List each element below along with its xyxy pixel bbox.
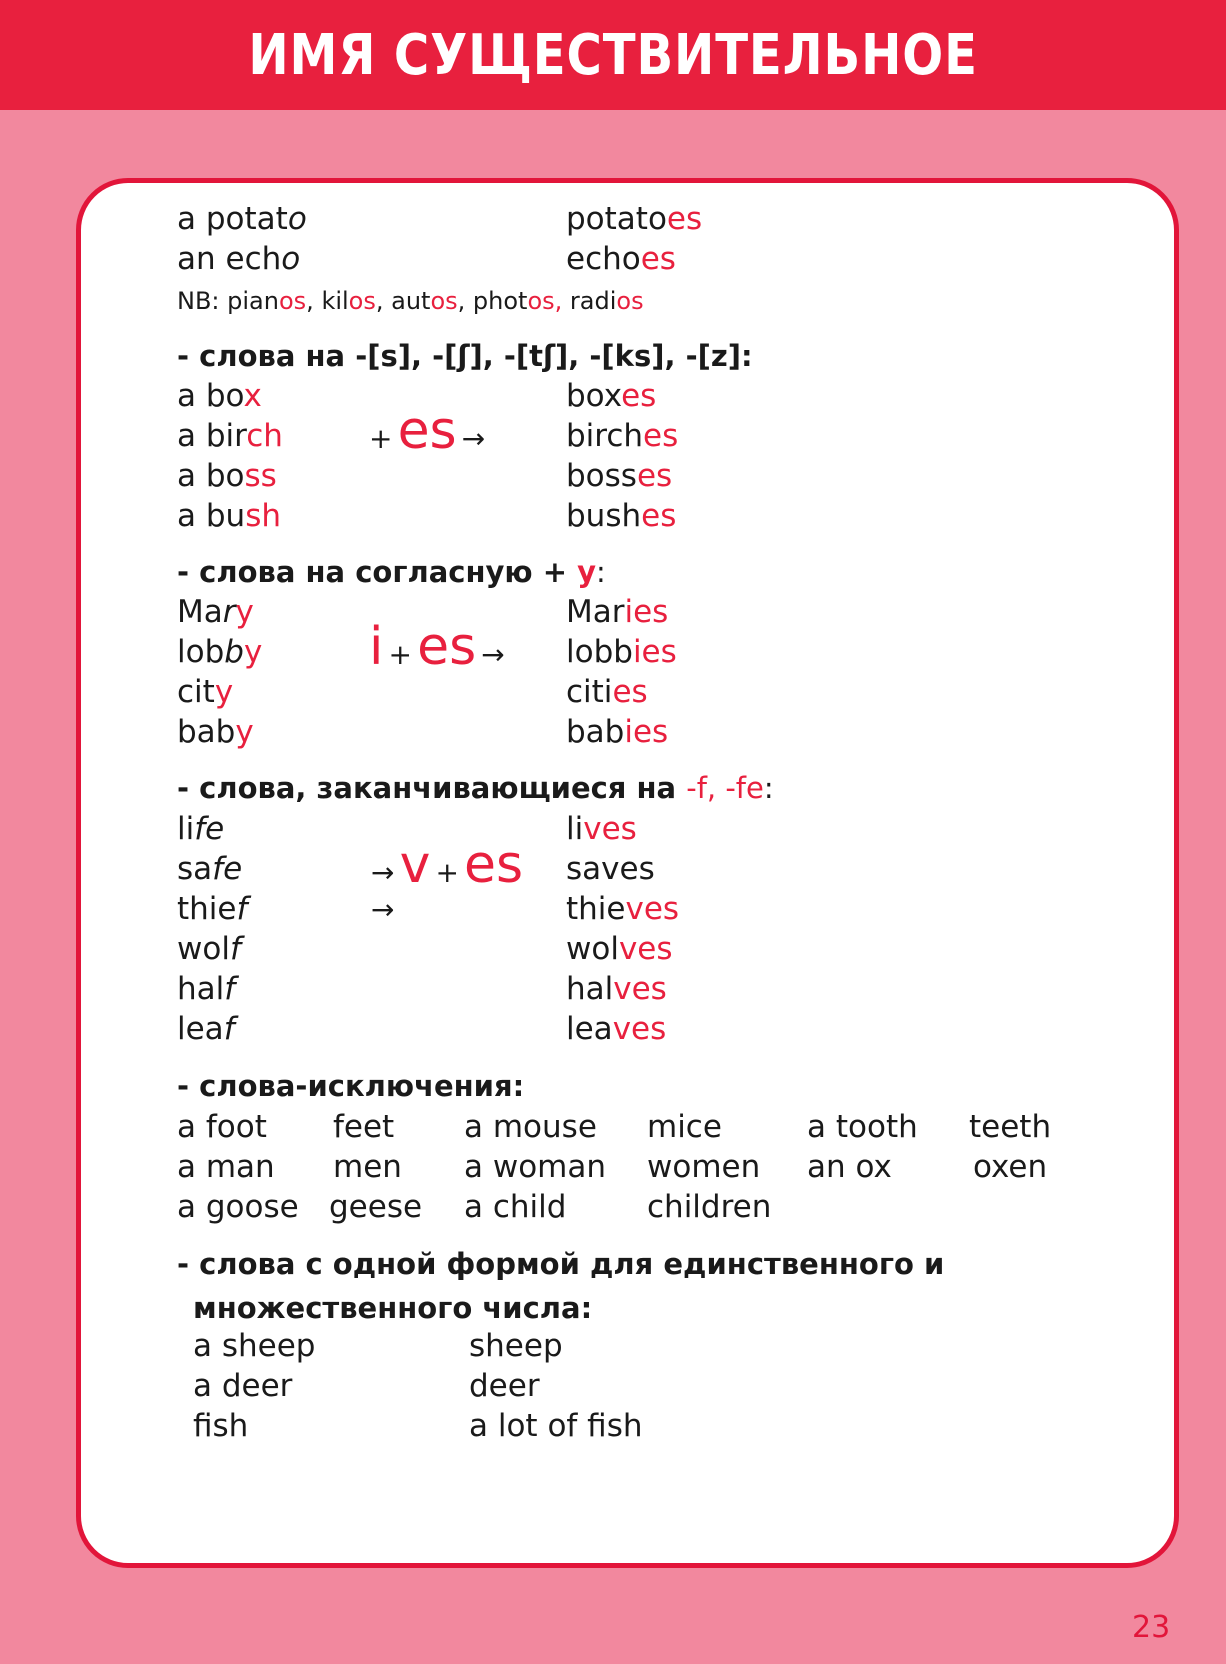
rules-card bbox=[76, 178, 1179, 1568]
f-row-2-plural: saves bbox=[566, 851, 655, 887]
f-row-3-singular: thief bbox=[177, 891, 248, 927]
y-heading: - слова на согласную + y: bbox=[177, 555, 606, 589]
same-form-cell: a sheep bbox=[193, 1328, 316, 1364]
exception-cell: geese bbox=[329, 1189, 423, 1225]
exception-cell: children bbox=[647, 1189, 772, 1225]
exception-cell: a man bbox=[177, 1149, 275, 1185]
sibilant-row-3-plural: bosses bbox=[566, 458, 673, 494]
page-number: 23 bbox=[1132, 1610, 1171, 1645]
f-row-5-singular: half bbox=[177, 971, 236, 1007]
y-row-4-singular: baby bbox=[177, 714, 254, 750]
exception-cell: feet bbox=[333, 1109, 395, 1145]
f-row-4-singular: wolf bbox=[177, 931, 241, 967]
o-row-1-singular: a potato bbox=[177, 201, 307, 237]
f-row-3-plural: thieves bbox=[566, 891, 680, 927]
y-row-3-plural: cities bbox=[566, 674, 648, 710]
exception-cell: mice bbox=[647, 1109, 722, 1145]
exception-cell: an ox bbox=[807, 1149, 892, 1185]
y-row-1-plural: Maries bbox=[566, 594, 669, 630]
sibilant-row-4-plural: bushes bbox=[566, 498, 677, 534]
f-row-6-singular: leaf bbox=[177, 1011, 235, 1047]
y-row-2-plural: lobbies bbox=[566, 634, 677, 670]
same-form-cell: fish bbox=[193, 1408, 249, 1444]
exception-cell: a goose bbox=[177, 1189, 299, 1225]
same-form-cell: a deer bbox=[193, 1368, 293, 1404]
sibilant-row-1-singular: a box bbox=[177, 378, 262, 414]
same-form-cell: deer bbox=[469, 1368, 540, 1404]
y-row-1-singular: Mary bbox=[177, 594, 254, 630]
same-form-cell: sheep bbox=[469, 1328, 563, 1364]
ies-rule: i + es → bbox=[369, 617, 505, 677]
exception-cell: men bbox=[333, 1149, 402, 1185]
same-form-heading-line-1: - слова с одной формой для единственного и bbox=[177, 1247, 945, 1281]
exception-cell: a mouse bbox=[464, 1109, 597, 1145]
o-row-2-plural: echoes bbox=[566, 241, 676, 277]
y-row-4-plural: babies bbox=[566, 714, 669, 750]
exception-cell: a woman bbox=[464, 1149, 607, 1185]
sibilant-row-3-singular: a boss bbox=[177, 458, 277, 494]
exceptions-heading: - слова-исключения: bbox=[177, 1069, 525, 1103]
sibilant-row-1-plural: boxes bbox=[566, 378, 657, 414]
f-row-4-plural: wolves bbox=[566, 931, 673, 967]
exception-cell: women bbox=[647, 1149, 761, 1185]
sibilant-row-2-singular: a birch bbox=[177, 418, 283, 454]
f-row-1-plural: lives bbox=[566, 811, 637, 847]
f-row-1-singular: life bbox=[177, 811, 225, 847]
sibilant-heading: - слова на -[s], -[ʃ], -[tʃ], -[ks], -[z]: bbox=[177, 339, 753, 373]
f-row-2-singular: safe bbox=[177, 851, 243, 887]
ves-rule: → v + es bbox=[371, 835, 524, 895]
same-form-heading-line-2: множественного числа: bbox=[193, 1291, 593, 1325]
arrow-icon: → bbox=[371, 893, 395, 926]
y-row-3-singular: city bbox=[177, 674, 234, 710]
nb-note: NB: pianos, kilos, autos, photos, radios bbox=[177, 287, 644, 315]
exception-cell: a tooth bbox=[807, 1109, 918, 1145]
y-row-2-singular: lobby bbox=[177, 634, 263, 670]
sibilant-row-4-singular: a bush bbox=[177, 498, 281, 534]
exception-cell: a child bbox=[464, 1189, 567, 1225]
f-row-6-plural: leaves bbox=[566, 1011, 667, 1047]
es-rule: + es → bbox=[369, 401, 486, 461]
f-heading: - слова, заканчивающиеся на -f, -fe: bbox=[177, 771, 774, 805]
same-form-cell: a lot of fish bbox=[469, 1408, 643, 1444]
page-header bbox=[0, 0, 1226, 110]
f-row-5-plural: halves bbox=[566, 971, 667, 1007]
exception-cell: teeth bbox=[969, 1109, 1052, 1145]
sibilant-row-2-plural: birches bbox=[566, 418, 679, 454]
o-row-2-singular: an echo bbox=[177, 241, 301, 277]
o-row-1-plural: potatoes bbox=[566, 201, 703, 237]
exception-cell: oxen bbox=[973, 1149, 1048, 1185]
page-title: ИМЯ СУЩЕСТВИТЕЛЬНОЕ bbox=[248, 22, 978, 88]
exception-cell: a foot bbox=[177, 1109, 267, 1145]
